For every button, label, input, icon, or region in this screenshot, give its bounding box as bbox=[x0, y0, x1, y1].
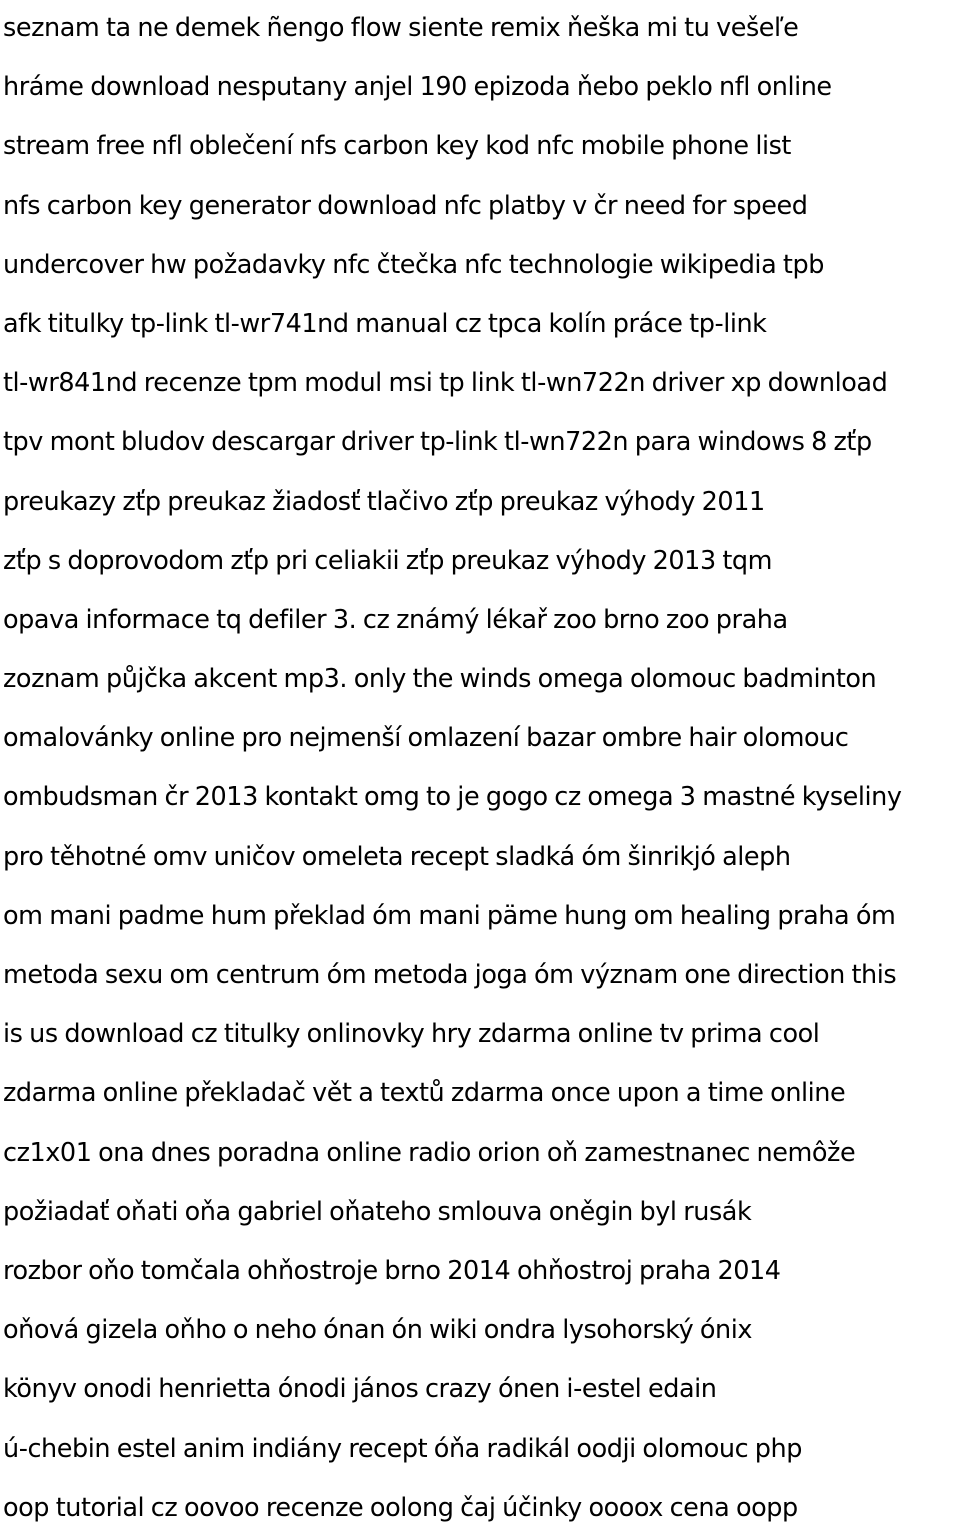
text-line: tpv mont bludov descargar driver tp-link tl-wn722n para windows 8 zťp bbox=[3, 427, 872, 458]
text-line: preukazy zťp preukaz žiadosť tlačivo zťp preukaz výhody 2011 bbox=[3, 486, 765, 517]
text-line: omalovánky online pro nejmenší omlazení bazar ombre hair olomouc bbox=[3, 723, 849, 754]
text-line: opava informace tq defiler 3. cz známý lékař zoo brno zoo praha bbox=[3, 604, 788, 635]
text-line: om mani padme hum překlad óm mani päme hung om healing praha óm bbox=[3, 900, 896, 931]
text-line: rozbor oňo tomčala ohňostroje brno 2014 ohňostroj praha 2014 bbox=[3, 1255, 781, 1286]
text-line: oop tutorial cz oovoo recenze oolong čaj účinky oooox cena oopp bbox=[3, 1492, 798, 1523]
document-body bbox=[3, 0, 958, 1538]
text-line: undercover hw požadavky nfc čtečka nfc technologie wikipedia tpb bbox=[3, 249, 824, 280]
text-line: zoznam půjčka akcent mp3. only the winds omega olomouc badminton bbox=[3, 664, 877, 695]
text-line: zťp s doprovodom zťp pri celiakii zťp preukaz výhody 2013 tqm bbox=[3, 545, 773, 576]
text-line: hráme download nesputany anjel 190 epizoda ňebo peklo nfl online bbox=[3, 72, 832, 103]
text-line: oňová gizela oňho o neho ónan ón wiki ondra lysohorský ónix bbox=[3, 1315, 753, 1346]
text-line: stream free nfl oblečení nfs carbon key kod nfc mobile phone list bbox=[3, 131, 791, 162]
text-line: is us download cz titulky onlinovky hry zdarma online tv prima cool bbox=[3, 1019, 820, 1050]
text-line: seznam ta ne demek ñengo flow siente remix ňeška mi tu vešeľe bbox=[3, 13, 799, 43]
text-line: ú-chebin estel anim indiány recept óňa radikál oodji olomouc php bbox=[3, 1433, 802, 1464]
text-line: cz1x01 ona dnes poradna online radio orion oň zamestnanec nemôže bbox=[3, 1137, 856, 1168]
text-line: požiadať oňati oňa gabriel oňateho smlouva oněgin byl rusák bbox=[3, 1196, 752, 1227]
text-line: ombudsman čr 2013 kontakt omg to je gogo cz omega 3 mastné kyseliny bbox=[3, 782, 902, 813]
text-line: pro těhotné omv uničov omeleta recept sladká óm šinrikjó aleph bbox=[3, 841, 791, 872]
text-line: metoda sexu om centrum óm metoda joga óm význam one direction this bbox=[3, 960, 897, 990]
text-line: tl-wr841nd recenze tpm modul msi tp link tl-wn722n driver xp download bbox=[3, 368, 888, 399]
text-line: nfs carbon key generator download nfc platby v čr need for speed bbox=[3, 190, 808, 221]
text-line: afk titulky tp-link tl-wr741nd manual cz tpca kolín práce tp-link bbox=[3, 308, 767, 339]
text-line: könyv onodi henrietta ónodi jános crazy ónen i-estel edain bbox=[3, 1374, 717, 1405]
text-line: zdarma online překladač vět a textů zdarma once upon a time online bbox=[3, 1078, 846, 1109]
